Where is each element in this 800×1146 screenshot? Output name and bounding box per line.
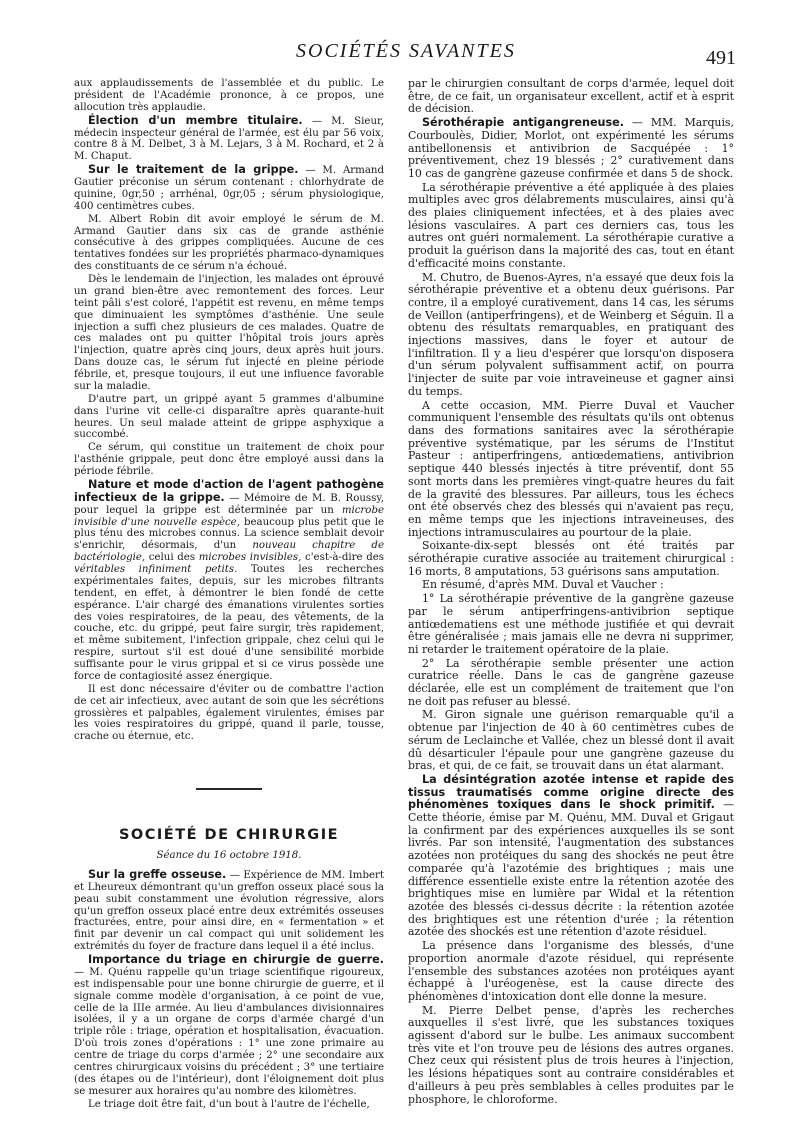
left-column — [74, 78, 384, 1110]
paragraph: En résumé, d'après MM. Duval et Vaucher : — [422, 578, 664, 592]
paragraph-heading: Importance du triage en chirurgie de guerre. — [88, 953, 384, 966]
paragraph: Élection d'un membre titulaire. — M. Sieur, médecin inspecteur général de l'armée, est élu par 56 voix, contre 8 à M. Delbet, 3 à M. Lejars, 3 à M. Rochard, et 2 à M. Chaput. — [74, 113, 384, 163]
right-column — [408, 78, 734, 1106]
paragraph: Sérothérapie antigangreneuse. — MM. Marquis, Courboulès, Didier, Morlot, ont expérimenté les sérums antibellonensis et antivibrion de Sacquépée : 1° préventivement, chez 19 blessés ; 2° curativement dans 10 cas de gangrène gazeuse confirmée et dans 5 de shock. — [408, 116, 734, 180]
paragraph: 1° La sérothérapie préventive de la gangrène gazeuse par le sérum antiperfringens-antivibrion septique antiœdematiens est une méthode justifiée et qui devrait être généralisée ; mais jamais elle ne devra ni supprimer, ni retarder le traitement opératoire de la plaie. — [408, 592, 734, 656]
paragraph: 2° La sérothérapie semble présenter une action curatrice réelle. Dans le cas de gangrène gazeuse déclarée, elle est un complément de traitement que l'on ne doit pas refuser au blessé. — [408, 656, 734, 708]
paragraph-heading: La désintégration azotée intense et rapide des tissus traumatisés comme origine directe des phénomènes toxiques dans le shock primitif. — [408, 772, 734, 812]
paragraph-heading: Sur le traitement de la grippe. — [88, 163, 299, 177]
paragraph: aux applaudissements de l'assemblée et du public. Le président de l'Académie prononce, à ce propos, une allocution très applaudie. — [74, 78, 384, 113]
paragraph-heading: Sur la greffe osseuse. — [88, 867, 227, 881]
paragraph: Importance du triage en chirurgie de guerre. — M. Quénu rappelle qu'un triage scientifique rigoureux, est indispensable pour une bonne chirurgie de guerre, et il signale comme modèle d'organisation, à ce point de vue, celle de la IIIe armée. Au lieu d'ambulances divisionnaires isolées, il y a un organe de corps d'armée chargé d'un triple rôle : triage, opération et hospitalisation, évacuation. D'où trois zones d'opérations : 1° une zone primaire au centre de triage du corps d'armée ; 2° une secondaire aux centres chirurgicaux voisins du précédent ; 3° une tertiaire (des étapes ou de l'intérieur), dont l'éloignement doit plus se mesurer aux horaires qu'au nombre des kilomètres. — [74, 953, 384, 1097]
paragraph: La présence dans l'organisme des blessés, d'une proportion anormale d'azote résiduel, qui représente l'ensemble des substances azotées non protéiques ayant échappé à l'uréogenèse, est la cause directe des phénomènes d'intoxication dont elle donne la mesure. — [408, 939, 734, 1003]
paragraph-heading: Sérothérapie antigangreneuse. — [422, 116, 625, 130]
paragraph-heading: Nature et mode d'action de l'agent pathogène infectieux de la grippe. — [74, 477, 384, 504]
paragraph: Le triage doit être fait, d'un bout à l'autre de l'échelle, — [88, 1098, 370, 1110]
running-title: SOCIÉTÉS SAVANTES — [296, 40, 516, 62]
paragraph: Ce sérum, qui constitue un traitement de choix pour l'asthénie grippale, peut donc être employé aussi dans la période fébrile. — [74, 442, 384, 477]
paragraph-heading: Élection d'un membre titulaire. — [88, 113, 303, 127]
paragraph: Soixante-dix-sept blessés ont été traités par sérothérapie curative associée au traitement chirurgical : 16 morts, 8 amputations, 53 guérisons sans amputation. — [408, 539, 734, 578]
section-title: SOCIÉTÉ DE CHIRURGIE — [118, 827, 340, 844]
paragraph: par le chirurgien consultant de corps d'armée, lequel doit être, de ce fait, un organisateur excellent, actif et à esprit de décision. — [408, 77, 734, 116]
paragraph: D'autre part, un grippé ayant 5 grammes d'albumine dans l'urine vit celle-ci disparaître après quarante-huit heures. Un seul malade atteint de grippe asphyxique a succombé. — [74, 393, 384, 441]
paragraph: M. Pierre Delbet pense, d'après les recherches auxquelles il s'est livré, que les substances toxiques agissent d'abord sur le bulbe. Les animaux succombent très vite et l'on trouve peu de lésions des autres organes. Chez ceux qui résistent plus de trois heures à l'injection, les lésions hépatiques sont au contraire considérables et d'ailleurs à peu près semblables à celles produites par le phosphore, le chloroforme. — [408, 1003, 734, 1106]
page-number: 491 — [706, 47, 736, 69]
paragraph: La désintégration azotée intense et rapide des tissus traumatisés comme origine directe des phénomènes toxiques dans le shock primitif. — Cette théorie, émise par M. Quénu, MM. Duval et Grigaut la confirment par des expériences auxquelles ils se sont livrés. Par son intensité, l'augmentation des substances azotées non protéiques du sang des shockés ne peut être comparée qu'à l'azotémie des brightiques ; mais une différence essentielle existe entre la rétention azotée des brightiques mise en lumière par Widal et la rétention azotée des blessés ci-dessus décrite : la rétention azotée des brightiques est une rétention d'urée ; la rétention azotée des shockés est une rétention d'azote résiduel. — [408, 772, 734, 939]
paragraph: Sur la greffe osseuse. — Expérience de MM. Imbert et Lheureux démontrant qu'un greffon osseux placé sous la peau subit constamment une évolution régressive, alors qu'un greffon osseux placé entre deux extrémités osseuses fracturées, entre, pour ainsi dire, en « fermentation » et finit par devenir un cal compact qui unit solidement les extrémités du foyer de fracture dans lequel il a été inclus. — [74, 867, 384, 953]
section-divider — [196, 788, 262, 790]
paragraph: Sur le traitement de la grippe. — M. Armand Gautier préconise un sérum contenant : chlorhydrate de quinine, 0gr,50 ; arrhénal, 0gr,05 ; sérum physiologique, 400 centimètres cubes. — [74, 163, 384, 212]
paragraph: La sérothérapie préventive a été appliquée à des plaies multiples avec gros délabrements musculaires, ainsi qu'à des plaies cliniquement infectées, et à des plaies avec lésions vasculaires. A part ces derniers cas, tous les autres ont guéri normalement. La sérothérapie curative a produit la guérison dans la majorité des cas, tout en étant d'efficacité moins constante. — [408, 180, 734, 270]
paragraph: Il est donc nécessaire d'éviter ou de combattre l'action de cet air infectieux, avec autant de soin que les sécrétions grossières et palpables, également virulentes, émises par les voies respiratoires du grippé, quand il parle, tousse, crache ou éternue, etc. — [74, 683, 384, 743]
paragraph: M. Albert Robin dit avoir employé le sérum de M. Armand Gautier dans six cas de grande asthénie consécutive à des grippes compliquées. Aucune de ces tentatives fondées sur les propriétés pharmaco-dynamiques des constituants de ce sérum n'a échoué. — [74, 213, 384, 273]
session-date: Séance du 16 octobre 1918. — [156, 850, 302, 861]
paragraph: Dès le lendemain de l'injection, les malades ont éprouvé un grand bien-être avec remontement des forces. Leur teint pâli s'est coloré, l'appétit est revenu, en même temps que diminuaient les symptômes d'asthénie. Une seule injection a suffi chez plusieurs de ces malades. Quatre de ces malades ont pu quitter l'hôpital trois jours après l'injection, quatre après cinq jours, deux après huit jours. Dans douze cas, le sérum fut injecté en pleine période fébrile, et, presque toujours, il eut une influence favorable sur la maladie. — [74, 274, 384, 392]
paragraph: M. Giron signale une guérison remarquable qu'il a obtenue par l'injection de 40 à 60 centimètres cubes de sérum de Leclainche et Vallée, chez un blessé dont il avait dû désarticuler l'épaule pour une gangrène gazeuse du bras, et qui, de ce fait, se trouvait dans un état alarmant. — [408, 708, 734, 773]
paragraph: Nature et mode d'action de l'agent pathogène infectieux de la grippe. — Mémoire de M. B. Roussy, pour lequel la grippe est déterminée par un microbe invisible d'une nouvelle espèce, beaucoup plus petit que le plus ténu des microbes connus. La science semblait devoir s'enrichir, désormais, d'un nouveau chapitre de bactériologie, celui des microbes invisibles, c'est-à-dire des véritables infiniment petits. Toutes les recherches expérimentales faites, depuis, sur les microbes filtrants tendent, en effet, à démontrer le bien fondé de cette espérance. L'air chargé des émanations virulentes sorties des voies respiratoires, de la peau, des vêtements, de la couche, etc. du grippé, peut faire surgir, très rapidement, et même subitement, l'infection grippale, chez celui qui le respire, surtout s'il est doué d'une sensibilité morbide suffisante pour le virus grippal et si ce virus possède une force de contagiosité assez énergique. — [74, 477, 385, 682]
paragraph: A cette occasion, MM. Pierre Duval et Vaucher communiquent l'ensemble des résultats qu'ils ont obtenus dans des formations sanitaires avec la sérothérapie préventive systématique, par les sérums de l'Institut Pasteur : antiperfringens, antiœdematiens, antivibrion septique 440 blessés injectés à titre préventif, dont 55 sont morts dans les premières vingt-quatre heures du fait de la gravité des blessures. Par ailleurs, tous les échecs ont été observés chez des blessés qui n'avaient pas reçu, en même temps que les injections intraveineuses, des injections intramusculaires au pourtour de la plaie. — [408, 398, 734, 539]
paragraph: M. Chutro, de Buenos-Ayres, n'a essayé que deux fois la sérothérapie préventive et a obtenu deux guérisons. Par contre, il a employé curativement, dans 14 cas, les sérums de Veillon (antiperfringens), et de Weinberg et Séguin. Il a obtenu des résultats remarquables, en pratiquant des injections massives, dans le foyer et autour de l'infiltration. Il y a lieu d'espérer que lorsqu'on disposera d'un sérum polyvalent suffisamment actif, on pourra l'injecter de suite par voie intraveineuse et gagner ainsi du temps. — [408, 270, 734, 398]
